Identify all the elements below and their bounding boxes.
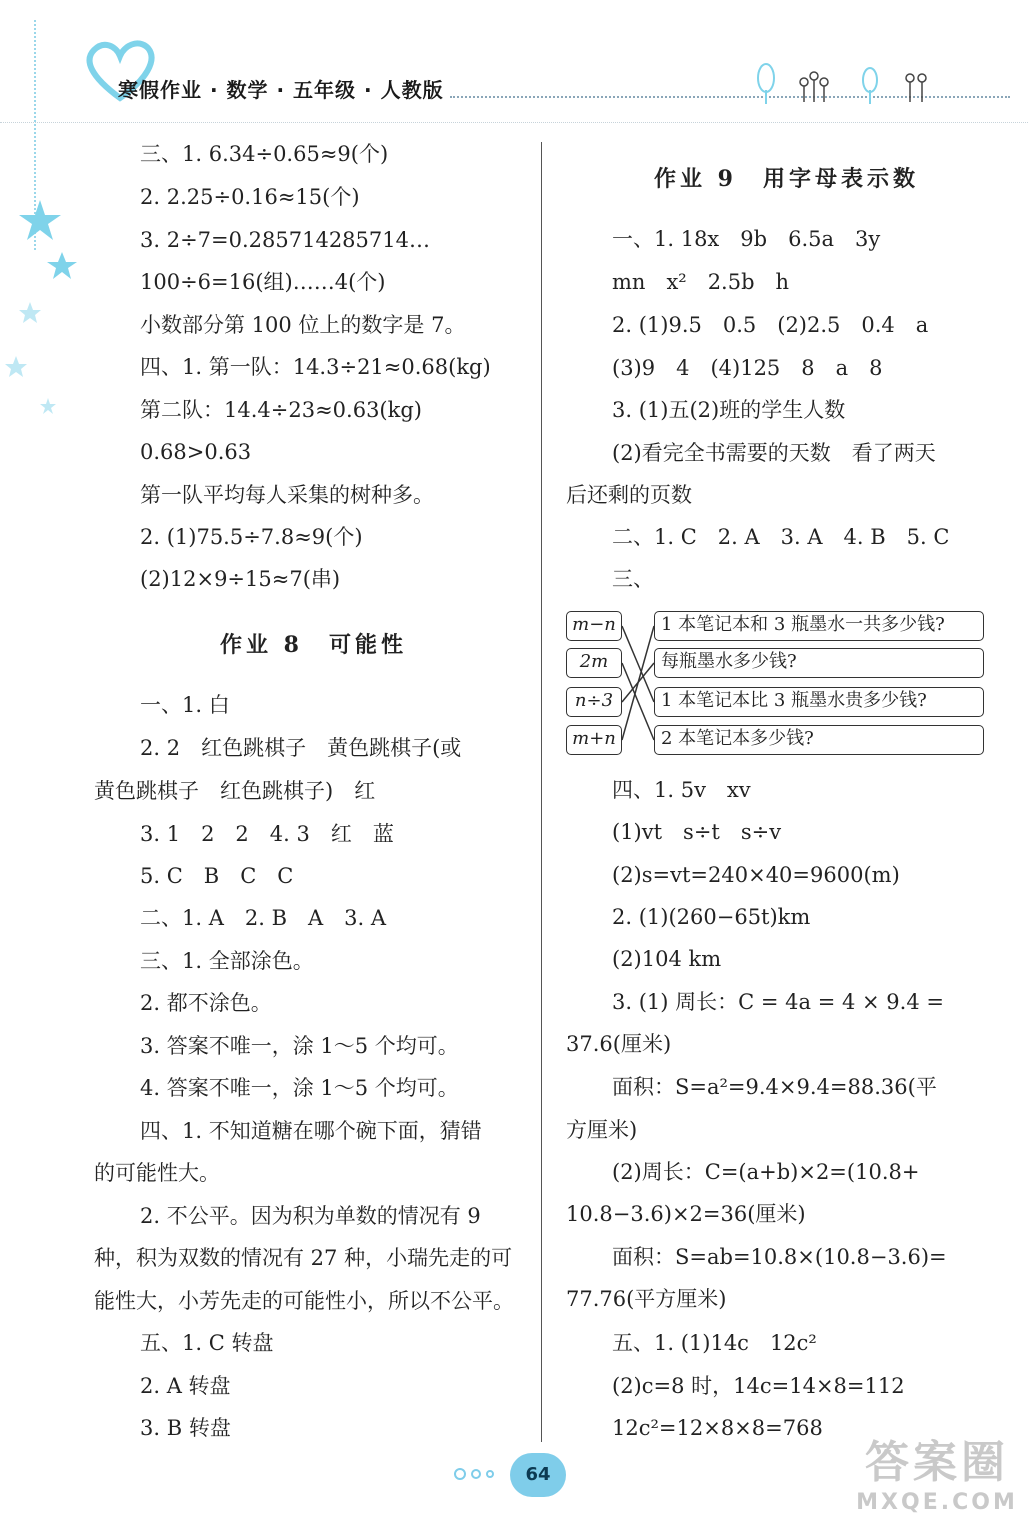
- left-line: 3. B 转盘: [140, 1416, 231, 1440]
- watermark-url: MXQE.COM: [856, 1490, 1018, 1515]
- watermark-logo: [852, 1438, 1022, 1530]
- right-line: mn x² 2.5b h: [612, 270, 790, 294]
- right-line: 37.6(厘米): [566, 1032, 672, 1056]
- left-line: 第二队：14.4÷23≈0.63(kg): [140, 398, 422, 422]
- right-line: 77.76(平方厘米): [566, 1287, 727, 1311]
- left-line: 4. 答案不唯一，涂 1～5 个均可。: [140, 1076, 459, 1100]
- match-question: 1 本笔记本比 3 瓶墨水贵多少钱?: [654, 687, 984, 717]
- right-line: 三、: [612, 567, 654, 591]
- right-line: 五、1. (1)14c 12c²: [612, 1331, 817, 1355]
- match-question: 每瓶墨水多少钱?: [654, 648, 984, 678]
- left-line: 三、1. 全部涂色。: [140, 949, 314, 973]
- right-line: 3. (1) 周长：C = 4a = 4 × 9.4 =: [612, 990, 944, 1014]
- left-line: (2)12×9÷15≈7(串): [140, 567, 341, 591]
- right-line: 面积：S=a²=9.4×9.4=88.36(平: [612, 1075, 937, 1099]
- right-line: 10.8−3.6)×2=36(厘米): [566, 1202, 806, 1226]
- right-line: 后还剩的页数: [566, 483, 692, 507]
- left-line: 3. 2÷7=0.285714285714…: [140, 228, 430, 252]
- right-line: (2)s=vt=240×40=9600(m): [612, 863, 900, 887]
- match-expression: m+n: [566, 725, 622, 755]
- left-line: 3. 1 2 2 4. 3 红 蓝: [140, 822, 394, 846]
- match-question: 1 本笔记本和 3 瓶墨水一共多少钱?: [654, 611, 984, 641]
- right-line: 2. (1)(260−65t)km: [612, 905, 811, 929]
- right-line: (2)c=8 时，14c=14×8=112: [612, 1374, 905, 1398]
- left-line: 能性大，小芳先走的可能性小，所以不公平。: [94, 1289, 514, 1313]
- left-line: 2. A 转盘: [140, 1374, 231, 1398]
- right-line: 12c²=12×8×8=768: [612, 1416, 823, 1440]
- right-line: (2)104 km: [612, 947, 722, 971]
- left-line: 四、1. 第一队：14.3÷21≈0.68(kg): [140, 355, 491, 379]
- right-line: 3. (1)五(2)班的学生人数: [612, 398, 846, 422]
- left-line: 二、1. A 2. B A 3. A: [140, 906, 387, 930]
- left-line: 五、1. C 转盘: [140, 1331, 274, 1355]
- right-line: 2. (1)9.5 0.5 (2)2.5 0.4 a: [612, 313, 929, 337]
- match-question: 2 本笔记本多少钱?: [654, 725, 984, 755]
- right-line: (2)周长：C=(a+b)×2=(10.8+: [612, 1160, 920, 1184]
- page-decoration-icon: [452, 1462, 508, 1486]
- page-number: 64: [510, 1453, 566, 1497]
- left-line: 5. C B C C: [140, 864, 294, 888]
- left-line: 种，积为双数的情况有 27 种，小瑞先走的可: [94, 1246, 513, 1270]
- left-line: 2. (1)75.5÷7.8≈9(个): [140, 525, 363, 549]
- left-line: 三、1. 6.34÷0.65≈9(个): [140, 142, 389, 166]
- watermark-text: 答案圈: [865, 1437, 1009, 1488]
- right-line: 方厘米): [566, 1118, 638, 1142]
- left-line: 3. 答案不唯一，涂 1～5 个均可。: [140, 1034, 459, 1058]
- right-line: 一、1. 18x 9b 6.5a 3y: [612, 227, 881, 251]
- left-line: 四、1. 不知道糖在哪个碗下面，猜错: [140, 1119, 482, 1143]
- right-line: (1)vt s÷t s÷v: [612, 820, 782, 844]
- left-line: 一、1. 白: [140, 693, 230, 717]
- section-heading: 作业 9 用字母表示数: [654, 166, 919, 192]
- column-divider: [541, 142, 542, 1442]
- left-line: 的可能性大。: [94, 1161, 220, 1185]
- left-line: 黄色跳棋子 红色跳棋子) 红: [94, 779, 376, 803]
- left-line: 2. 2 红色跳棋子 黄色跳棋子(或: [140, 736, 462, 760]
- match-expression: m−n: [566, 611, 622, 641]
- header-title: 寒假作业 · 数学 · 五年级 · 人教版: [118, 78, 444, 102]
- stars-decoration-icon: [0, 190, 90, 430]
- left-line: 2. 2.25÷0.16≈15(个): [140, 185, 360, 209]
- right-line: 面积：S=ab=10.8×(10.8−3.6)=: [612, 1245, 947, 1269]
- right-line: (2)看完全书需要的天数 看了两天: [612, 441, 936, 465]
- left-line: 2. 不公平。因为积为单数的情况有 9: [140, 1204, 481, 1228]
- right-line: 二、1. C 2. A 3. A 4. B 5. C: [612, 525, 950, 549]
- left-line: 0.68>0.63: [140, 440, 252, 464]
- match-expression: 2m: [566, 648, 622, 678]
- section-heading: 作业 8 可能性: [220, 632, 407, 658]
- match-expression: n÷3: [566, 687, 622, 717]
- right-line: (3)9 4 (4)125 8 a 8: [612, 356, 883, 380]
- left-line: 小数部分第 100 位上的数字是 7。: [140, 313, 466, 337]
- left-line: 第一队平均每人采集的树种多。: [140, 483, 434, 507]
- left-line: 2. 都不涂色。: [140, 991, 272, 1015]
- left-line: 100÷6=16(组)……4(个): [140, 270, 386, 294]
- right-line: 四、1. 5v xv: [612, 778, 751, 802]
